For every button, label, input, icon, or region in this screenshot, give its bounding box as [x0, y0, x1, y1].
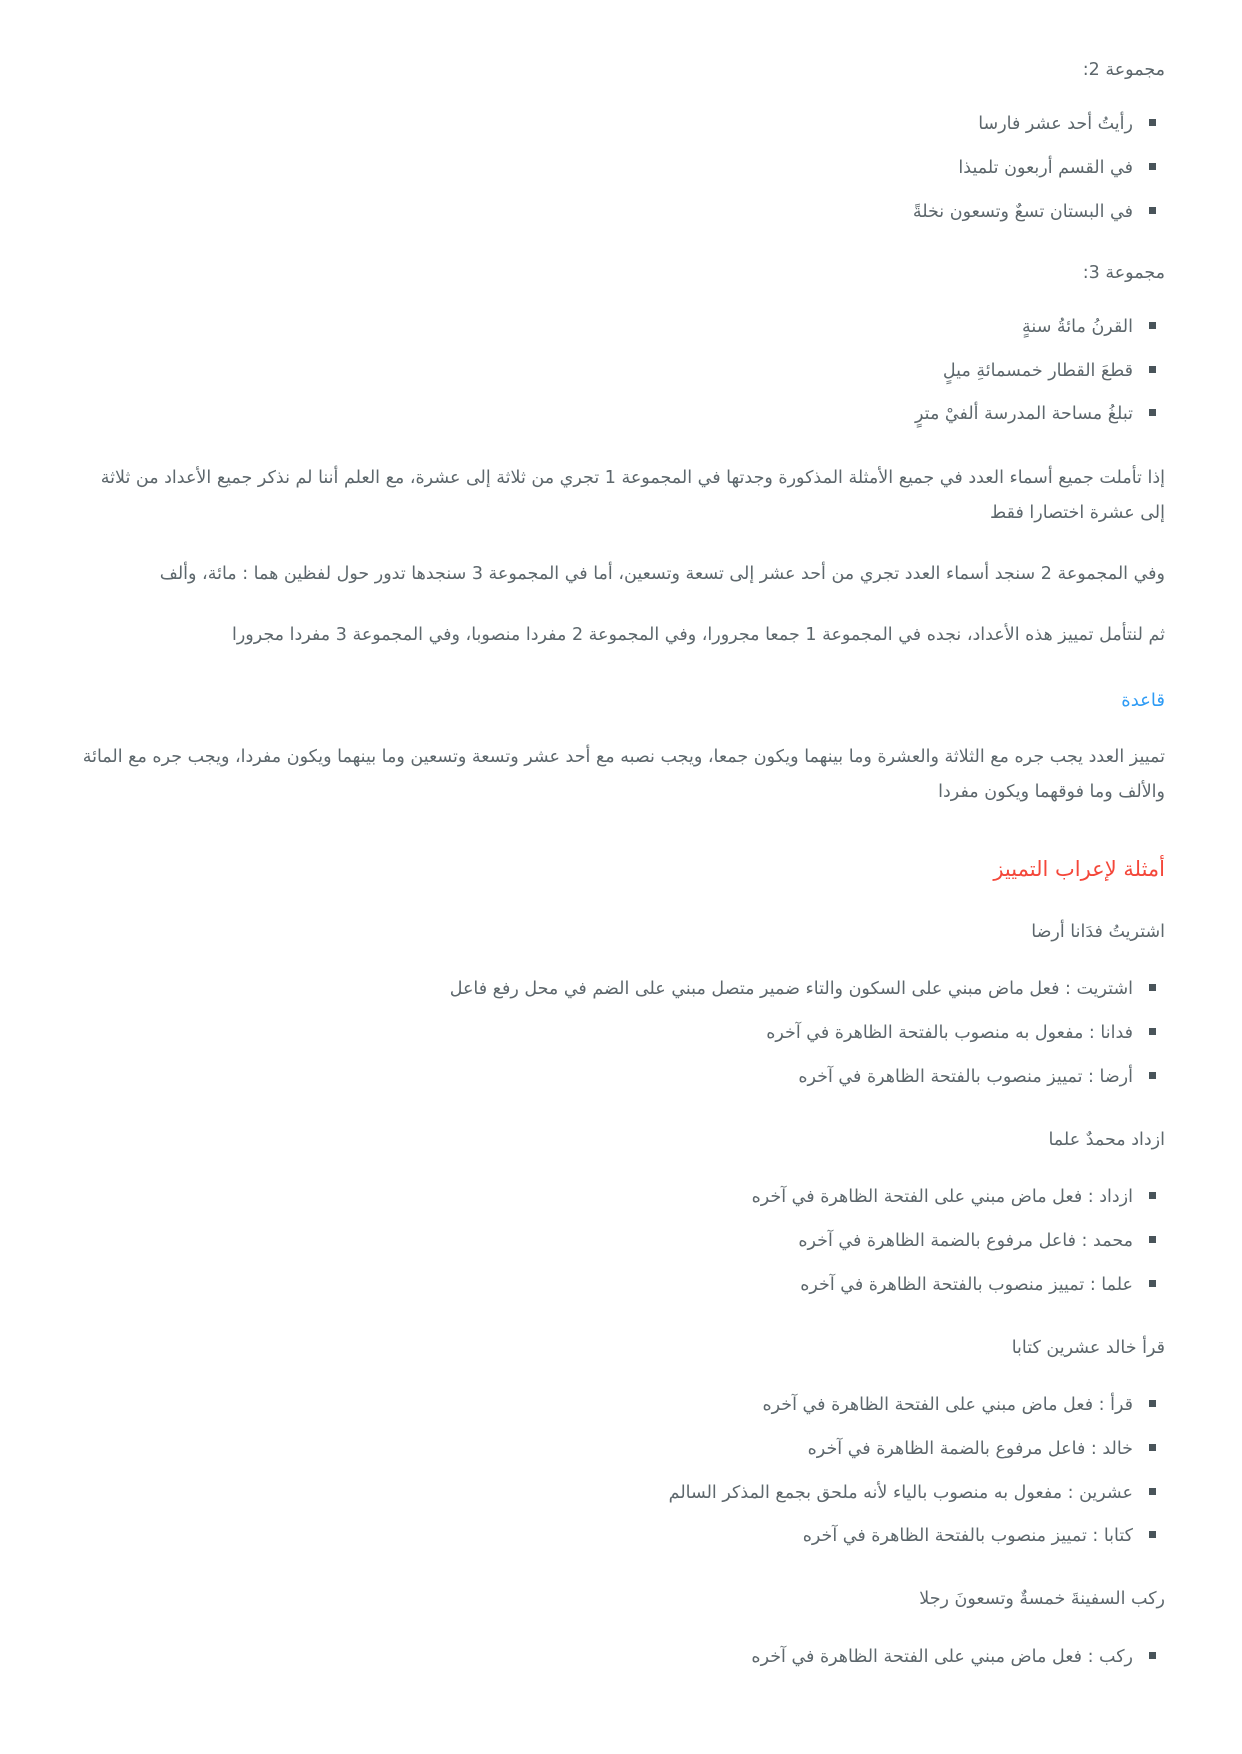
- example-3-list: [77, 1391, 1165, 1552]
- rule-heading: قاعدة: [1121, 690, 1165, 712]
- observation-paragraph-1: إذا تأملت جميع أسماء العدد في جميع الأمثلة المذكورة وجدتها في المجموعة 1 تجري من ثلاثة إلى عشرة، مع العلم أننا لم نذكر جميع الأعداد من ثلاثة إلى عشرة اختصارا فقط: [100, 468, 1165, 524]
- list-item: تبلغُ مساحة المدرسة ألفيْ مترٍ: [77, 400, 1165, 429]
- list-item: في القسم أربعون تلميذا: [77, 154, 1165, 183]
- list-item: فدانا : مفعول به منصوب بالفتحة الظاهرة في آخره: [77, 1019, 1165, 1048]
- group-3-list: [77, 313, 1165, 430]
- group-2-list: [77, 110, 1165, 227]
- list-item: القرنُ مائةُ سنةٍ: [77, 313, 1165, 342]
- group-2-heading: مجموعة 2:: [1082, 60, 1165, 80]
- list-item: في البستان تسعٌ وتسعون نخلةً: [77, 198, 1165, 227]
- group-3-heading: مجموعة 3:: [1082, 262, 1165, 283]
- list-item: رأيتُ أحد عشر فارسا: [77, 110, 1165, 139]
- examples-heading: أمثلة لإعراب التمييز: [993, 857, 1165, 882]
- list-item: محمد : فاعل مرفوع بالضمة الظاهرة في آخره: [77, 1227, 1165, 1256]
- list-item: اشتريت : فعل ماض مبني على السكون والتاء ضمير متصل مبني على الضم في محل رفع فاعل: [77, 975, 1165, 1004]
- example-3-sentence: قرأ خالد عشرين كتابا: [1011, 1337, 1165, 1358]
- observation-paragraph-2: وفي المجموعة 2 سنجد أسماء العدد تجري من أحد عشر إلى تسعة وتسعين، أما في المجموعة 3 سنجدها تدور حول لفظين هما : مائة، وألف: [159, 564, 1165, 585]
- list-item: قرأ : فعل ماض مبني على الفتحة الظاهرة في آخره: [77, 1391, 1165, 1420]
- example-2-sentence: ازداد محمدٌ علما: [1048, 1129, 1165, 1150]
- example-4-sentence: ركب السفينةَ خمسةٌ وتسعونَ رجلا: [919, 1589, 1165, 1610]
- list-item: ازداد : فعل ماض مبني على الفتحة الظاهرة في آخره: [77, 1183, 1165, 1212]
- observation-paragraph-3: ثم لنتأمل تمييز هذه الأعداد، نجده في المجموعة 1 جمعا مجرورا، وفي المجموعة 2 مفردا منصوبا، وفي المجموعة 3 مفردا مجرورا: [231, 625, 1165, 646]
- list-item: كتابا : تمييز منصوب بالفتحة الظاهرة في آخره: [77, 1522, 1165, 1551]
- example-2-list: [77, 1183, 1165, 1300]
- example-1-list: [77, 975, 1165, 1092]
- rule-text: تمييز العدد يجب جره مع الثلاثة والعشرة وما بينهما ويكون جمعا، ويجب نصبه مع أحد عشر وتسعة وتسعين وما بينهما ويكون مفردا، ويجب جره مع المائة والألف وما فوقهما ويكون مفردا: [82, 747, 1165, 803]
- example-1-sentence: اشتريتُ فدَانا أرضا: [1031, 921, 1165, 942]
- example-4-list: [77, 1643, 1165, 1672]
- list-item: عشرين : مفعول به منصوب بالياء لأنه ملحق بجمع المذكر السالم: [77, 1479, 1165, 1508]
- list-item: علما : تمييز منصوب بالفتحة الظاهرة في آخره: [77, 1271, 1165, 1300]
- article-body: [77, 56, 1165, 1671]
- list-item: قطعَ القطار خمسمائةِ ميلٍ: [77, 357, 1165, 386]
- list-item: خالد : فاعل مرفوع بالضمة الظاهرة في آخره: [77, 1435, 1165, 1464]
- list-item: ركب : فعل ماض مبني على الفتحة الظاهرة في آخره: [77, 1643, 1165, 1672]
- list-item: أرضا : تمييز منصوب بالفتحة الظاهرة في آخره: [77, 1063, 1165, 1092]
